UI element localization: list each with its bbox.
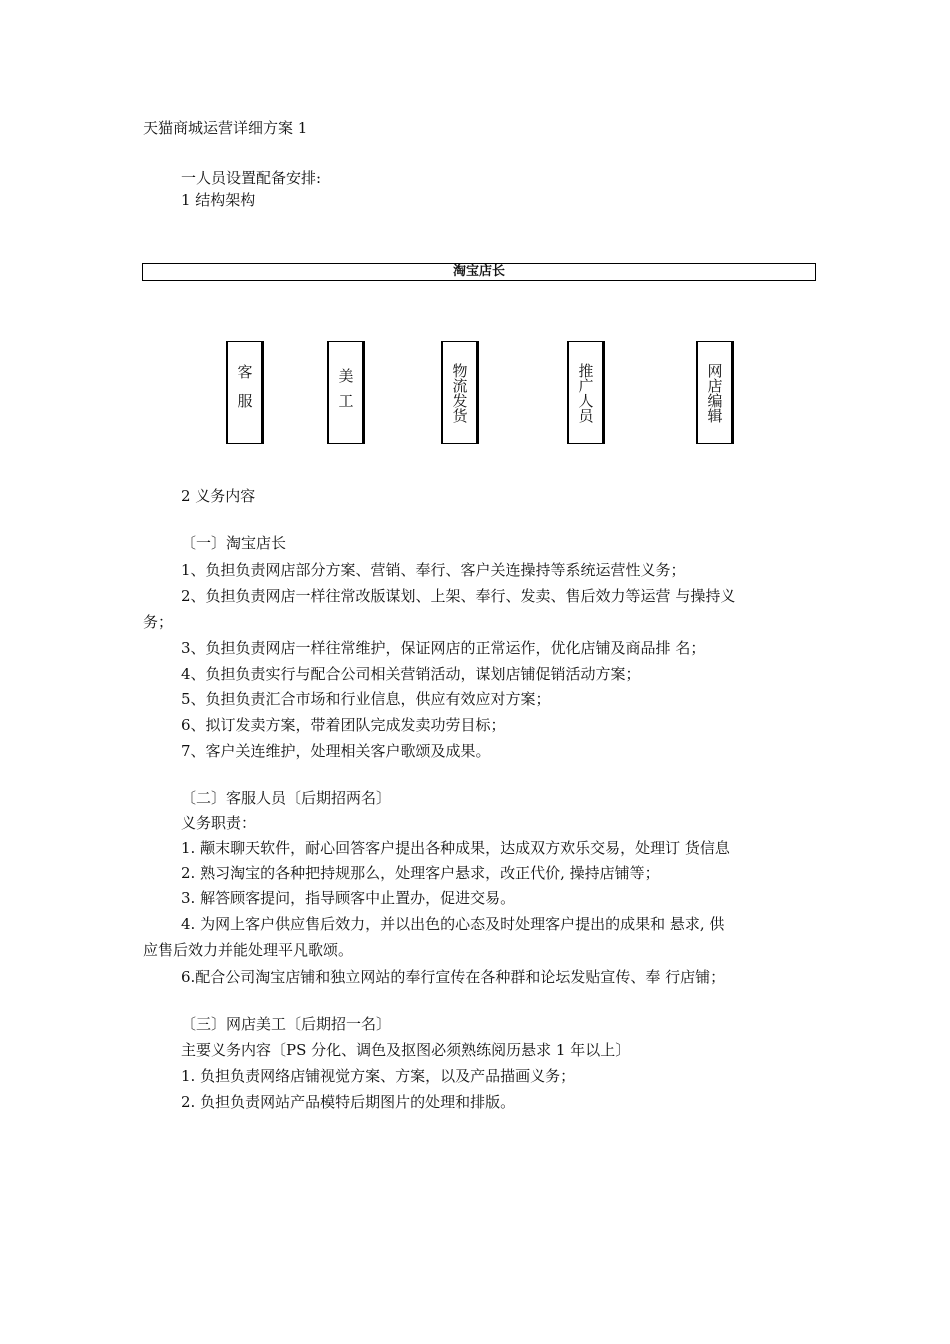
part1-item: 1、负担负责网店部分方案、营销、奉行、客户关连操持等系统运营性义务； [181, 561, 686, 579]
part2-duty-label: 义务职责： [181, 814, 257, 832]
org-box-label: 客服 [235, 363, 254, 422]
document-title: 天猫商城运营详细方案 1 [143, 119, 308, 137]
part1-item: 2、负担负责网店一样往常改版谋划、上架、奉行、发卖、售后效力等运营 与操持义 [181, 587, 736, 605]
part1-item: 4、负担负责实行与配合公司相关营销活动，谋划店铺促销活动方案； [181, 665, 641, 683]
part2-item: 6.配合公司淘宝店铺和独立网站的奉行宣传在各种群和论坛发贴宣传、奉 行店铺； [181, 968, 726, 986]
part2-item: 3. 解答顾客提问，指导顾客中止置办，促进交易。 [181, 889, 516, 907]
part1-heading: 〔一〕淘宝店长 [181, 534, 287, 552]
part2-item: 2. 熟习淘宝的各种把持规那么，处理客户悬求，改正代价, 操持店铺等； [181, 864, 660, 882]
part3-item: 1. 负担负责网络店铺视觉方案、方案，以及产品描画义务； [181, 1067, 576, 1085]
section2-heading: 2 义务内容 [181, 487, 256, 505]
part1-item: 7、客户关连维护，处理相关客户歌颂及成果。 [181, 742, 491, 760]
org-box-logistics [441, 341, 479, 444]
part3-item: 2. 负担负责网站产品模特后期图片的处理和排版。 [181, 1093, 516, 1111]
part1-item: 3、负担负责网店一样往常维护，保证网店的正常运作，优化店铺及商品排 名； [181, 639, 706, 657]
part1-item: 5、负担负责汇合市场和行业信息，供应有效应对方案； [181, 690, 551, 708]
org-box-promotion [567, 341, 605, 444]
part3-main: 主要义务内容〔PS 分化、调色及抠图必须熟练阅历悬求 1 年以上〕 [181, 1041, 631, 1059]
part2-item: 应售后效力并能处理平凡歌颂。 [143, 941, 354, 959]
org-box-designer [327, 341, 365, 444]
org-chart-top-label: 淘宝店长 [452, 264, 505, 279]
section1-sub: 1 结构架构 [181, 191, 256, 209]
part3-heading: 〔三〕网店美工〔后期招一名〕 [181, 1015, 392, 1033]
org-box-editor [696, 341, 734, 444]
org-box-label: 推广人员 [576, 362, 595, 423]
part2-item: 1. 颟末聊天软件，耐心回答客户提出各种成果，达成双方欢乐交易，处理订 货信息 [181, 839, 730, 857]
org-box-customer-service [226, 341, 264, 444]
org-box-label: 网店编辑 [705, 362, 724, 423]
org-box-label: 美工 [336, 367, 355, 418]
org-chart-top-box [142, 263, 816, 281]
part1-item: 务； [143, 613, 174, 631]
org-box-label: 物流发货 [450, 362, 469, 423]
part2-item: 4. 为网上客户供应售后效力，并以出色的心态及时处理客户提出的成果和 悬求, 供 [181, 915, 725, 933]
section1-heading: 一人员设置配备安排: [181, 169, 322, 187]
part1-item: 6、拟订发卖方案，带着团队完成发卖功劳目标； [181, 716, 506, 734]
part2-heading: 〔二〕客服人员〔后期招两名〕 [181, 789, 392, 807]
